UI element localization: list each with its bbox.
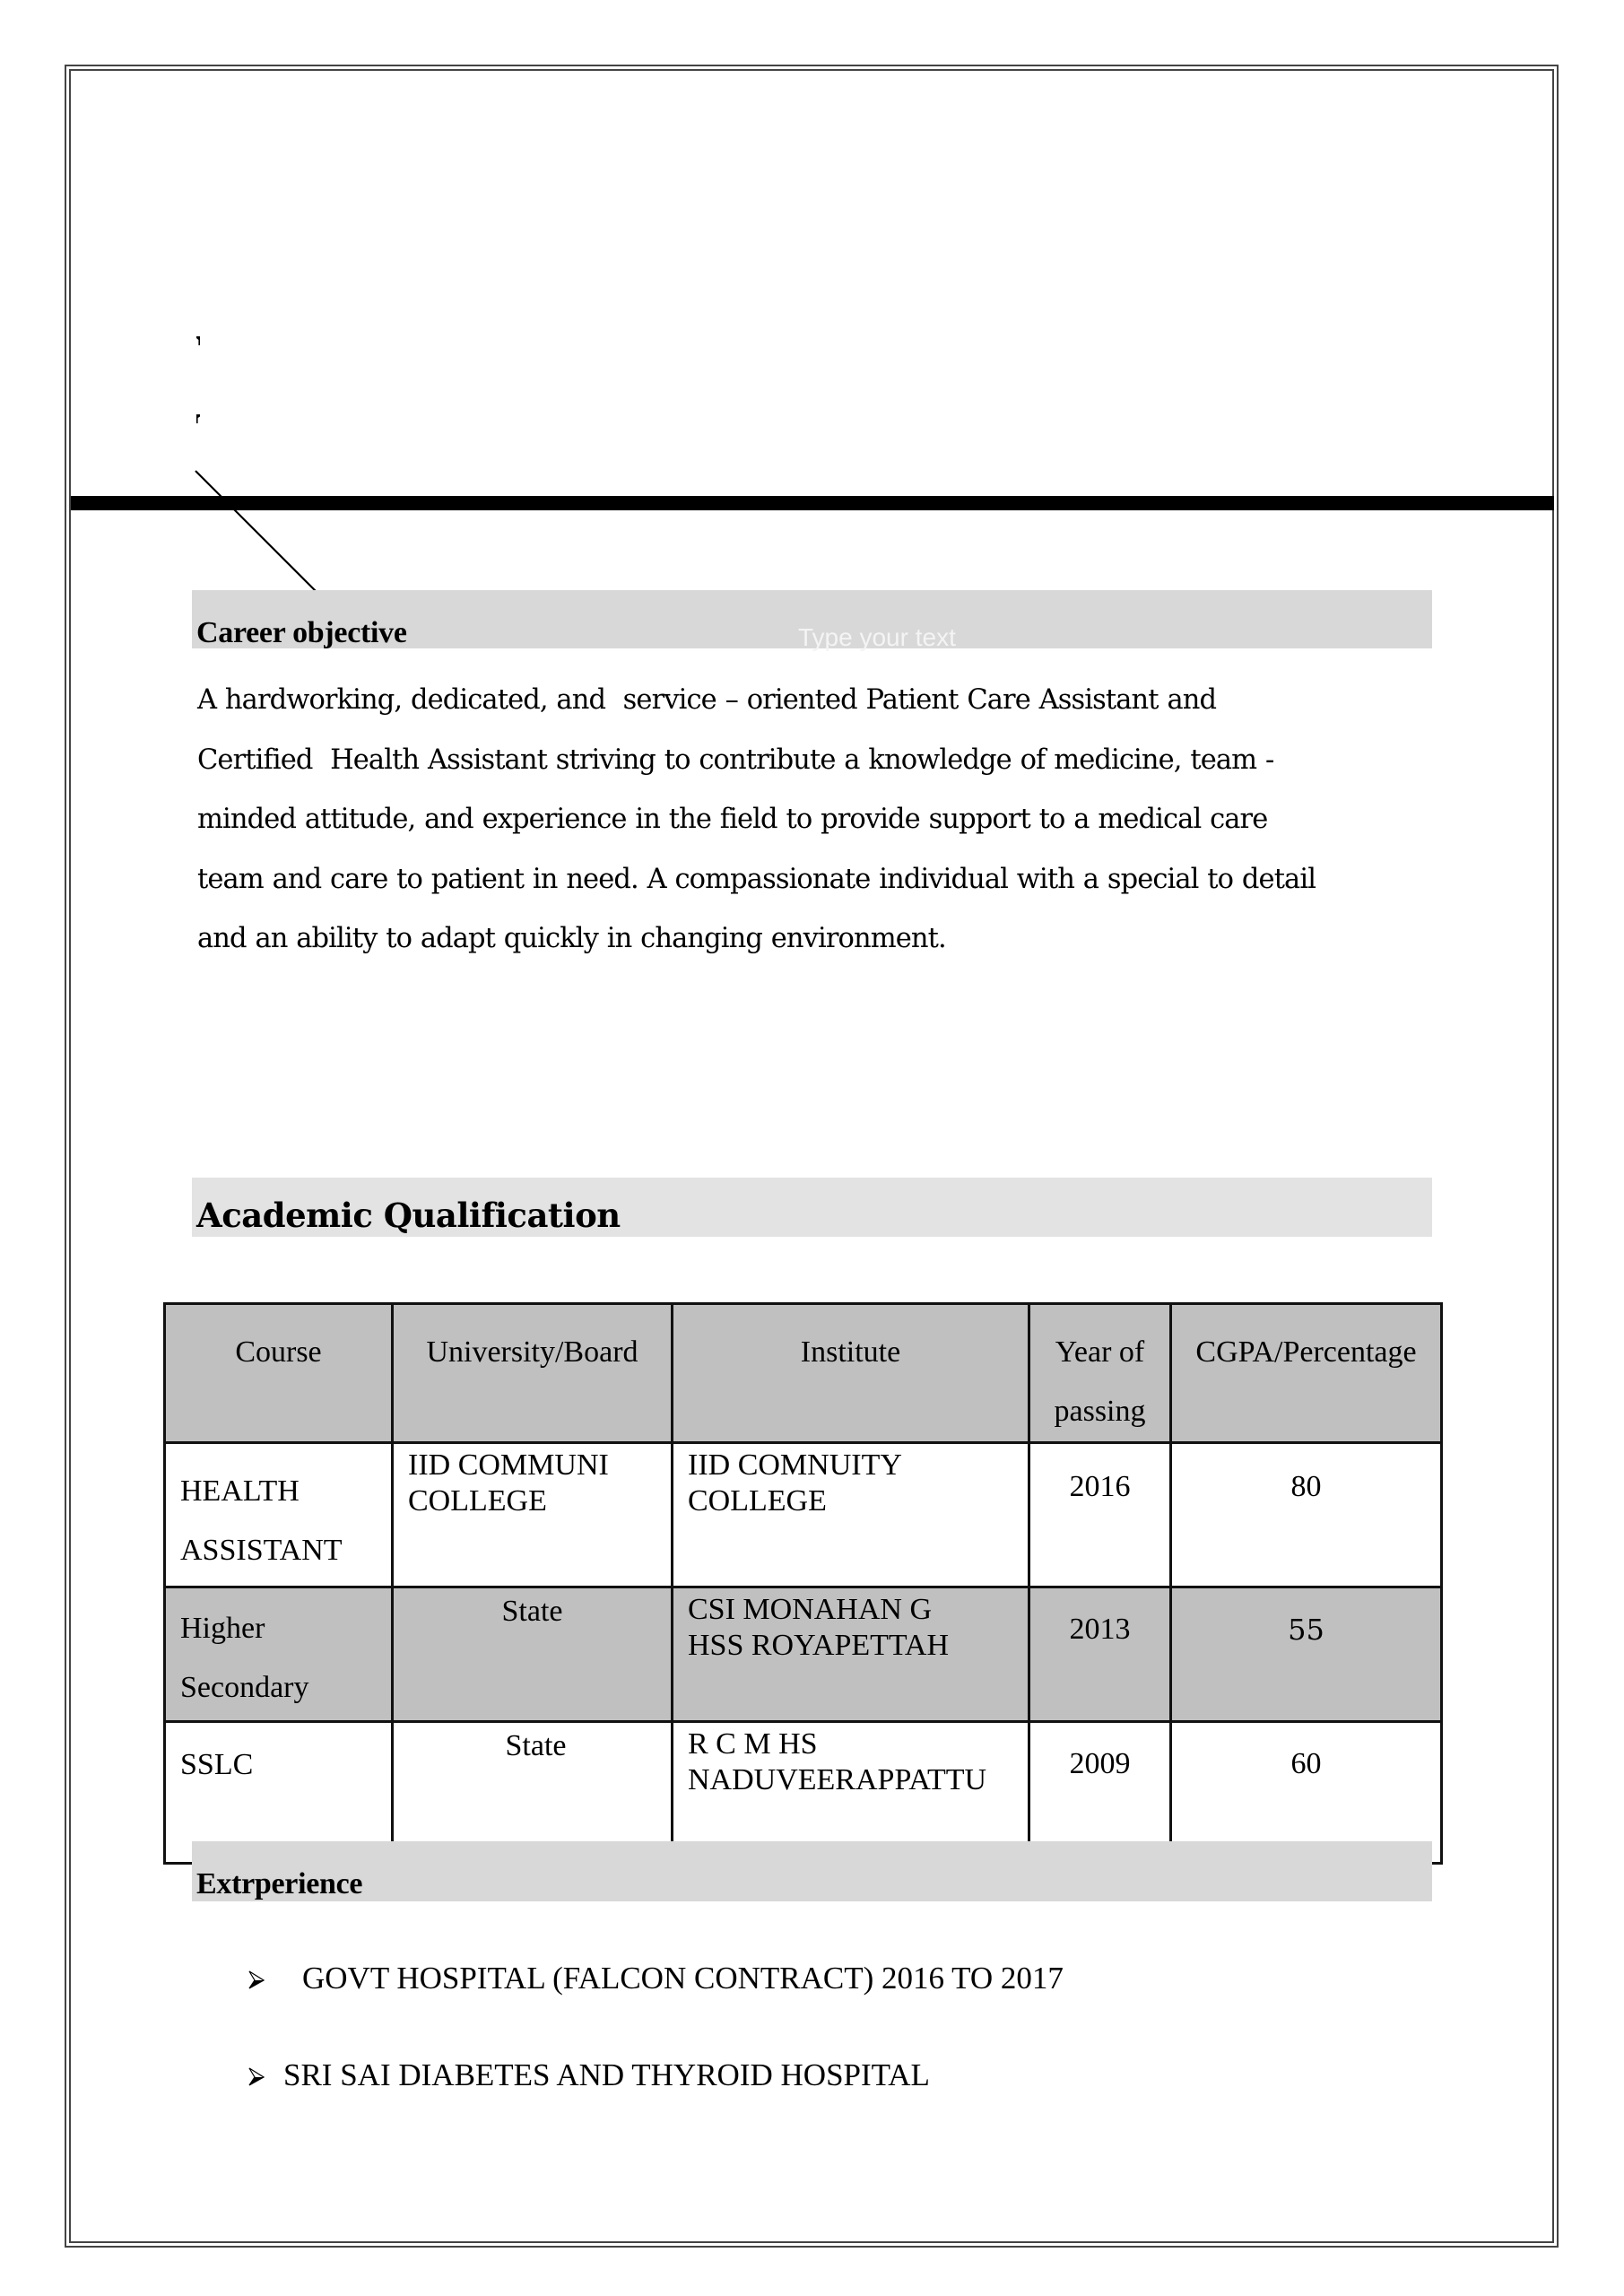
course-cell	[165, 1443, 393, 1587]
objective-line: minded attitude, and experience in the field to provide support to a medical care	[197, 804, 1268, 835]
header-rule	[71, 496, 1554, 510]
score-cell: 55	[1171, 1587, 1442, 1722]
experience-text: SRI SAI DIABETES AND THYROID HOSPITAL	[283, 2057, 930, 2092]
experience-header	[192, 1841, 1432, 1901]
objective-line: and an ability to adapt quickly in changing environment.	[197, 923, 946, 954]
institute-line: NADUVEERAPPATTU	[688, 1763, 987, 1796]
table-header-row	[165, 1304, 1442, 1443]
career-objective-text	[197, 671, 1435, 970]
section-title: Academic Qualification	[196, 1196, 621, 1235]
course-line: ASSISTANT	[180, 1534, 343, 1567]
objective-line: A hardworking, dedicated, and service – oriented Patient Care Assistant and	[197, 684, 1217, 716]
year-header-line: Year of	[1055, 1335, 1145, 1369]
objective-line: team and care to patient in need. A compassionate individual with a special to detail	[197, 863, 1316, 895]
year-header-line: passing	[1054, 1395, 1146, 1428]
section-title: Extrperience	[196, 1867, 363, 1900]
year-cell: 2009	[1029, 1722, 1171, 1864]
institute-line: CSI MONAHAN G	[688, 1593, 933, 1626]
arrow-bullet-icon	[248, 1970, 265, 1989]
list-item	[248, 2057, 930, 2093]
column-header-board: University/Board	[393, 1304, 673, 1443]
section-title: Career objective	[196, 616, 407, 649]
column-header-institute: Institute	[673, 1304, 1029, 1443]
page-border-inner	[69, 69, 1554, 2243]
score-cell: 60	[1171, 1722, 1442, 1864]
table-row	[165, 1587, 1442, 1722]
institute-line: R C M HS	[688, 1727, 818, 1761]
academic-qualification-header	[192, 1178, 1432, 1237]
board-cell: State	[393, 1722, 673, 1864]
career-objective-header	[192, 590, 1432, 651]
course-line: Secondary	[180, 1671, 309, 1704]
column-header-course: Course	[165, 1304, 393, 1443]
academic-qualification-table	[163, 1302, 1443, 1865]
board-cell: State	[393, 1587, 673, 1722]
course-cell	[165, 1587, 393, 1722]
experience-text: GOVT HOSPITAL (FALCON CONTRACT) 2016 TO 2017	[302, 1961, 1064, 1996]
course-line: HEALTH	[180, 1474, 300, 1508]
column-header-year	[1029, 1304, 1171, 1443]
institute-line: IID COMNUITY	[688, 1448, 902, 1482]
table-row	[165, 1443, 1442, 1587]
board-cell	[393, 1443, 673, 1587]
board-line: IID COMMUNI	[408, 1448, 609, 1482]
institute-line: HSS ROYAPETTAH	[688, 1629, 950, 1662]
institute-cell	[673, 1443, 1029, 1587]
objective-line: Certified Health Assistant striving to contribute a knowledge of medicine, team -	[197, 744, 1274, 776]
course-cell: SSLC	[165, 1722, 393, 1864]
list-item	[248, 1961, 1064, 1996]
arrow-bullet-icon	[248, 2066, 265, 2086]
score-cell: 80	[1171, 1443, 1442, 1587]
column-header-score: CGPA/Percentage	[1171, 1304, 1442, 1443]
board-line: COLLEGE	[408, 1484, 547, 1518]
text-box-placeholder[interactable]: Type your text	[798, 623, 956, 651]
institute-cell	[673, 1587, 1029, 1722]
year-cell: 2013	[1029, 1587, 1171, 1722]
institute-line: COLLEGE	[688, 1484, 827, 1518]
course-line: Higher	[180, 1612, 265, 1645]
year-cell: 2016	[1029, 1443, 1171, 1587]
